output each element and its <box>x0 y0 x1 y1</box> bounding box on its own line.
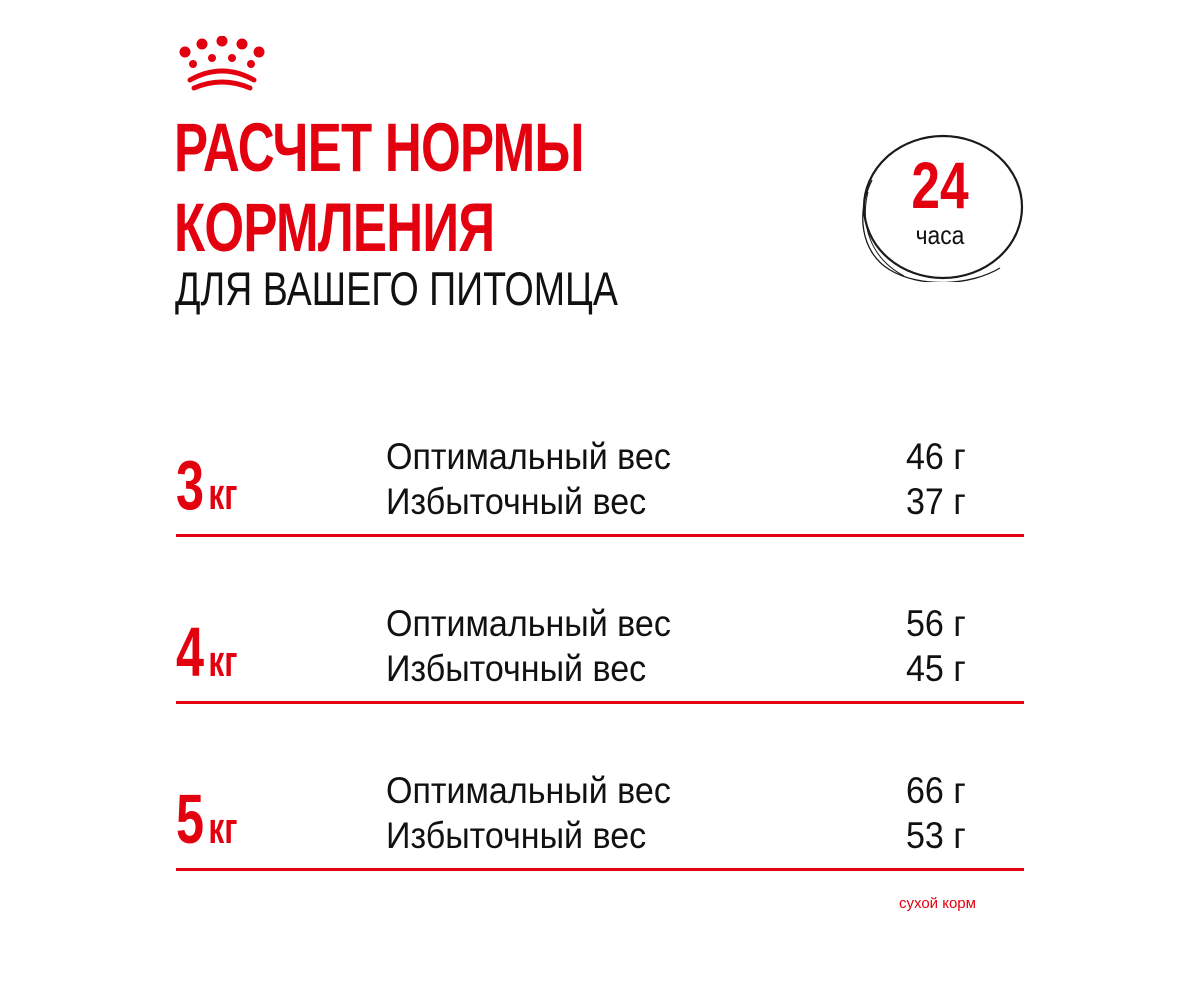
page-title-line-1: РАСЧЕТ НОРМЫ <box>174 109 584 186</box>
crown-icon <box>176 36 268 92</box>
page-title <box>174 108 584 268</box>
weight-group-4kg <box>176 602 1024 712</box>
overweight-label: Избыточный вес <box>386 648 647 689</box>
optimal-weight-label: Оптимальный вес <box>386 436 671 477</box>
weight-label <box>176 779 237 869</box>
divider <box>176 701 1024 704</box>
overweight-value: 45 г <box>906 648 966 689</box>
page-title-line-2: КОРМЛЕНИЯ <box>174 189 495 266</box>
optimal-weight-label: Оптимальный вес <box>386 770 671 811</box>
optimal-weight-label: Оптимальный вес <box>386 603 671 644</box>
weight-group-5kg <box>176 769 1024 879</box>
daily-badge <box>850 132 1030 282</box>
optimal-weight-value: 46 г <box>906 436 966 477</box>
page-subtitle: ДЛЯ ВАШЕГО ПИТОМЦА <box>175 262 618 315</box>
weight-unit: кг <box>208 637 238 686</box>
overweight-value: 37 г <box>906 481 966 522</box>
weight-unit: кг <box>208 470 238 519</box>
optimal-weight-value: 66 г <box>906 770 966 811</box>
badge-unit: часа <box>915 220 965 250</box>
weight-number: 5 <box>176 780 205 858</box>
overweight-label: Избыточный вес <box>386 481 647 522</box>
weight-label <box>176 612 237 702</box>
overweight-value: 53 г <box>906 815 966 856</box>
divider <box>176 868 1024 871</box>
weight-label <box>176 445 237 535</box>
badge-number: 24 <box>911 148 969 222</box>
weight-unit: кг <box>208 804 238 853</box>
divider <box>176 534 1024 537</box>
weight-number: 4 <box>176 613 205 691</box>
overweight-label: Избыточный вес <box>386 815 647 856</box>
weight-group-3kg <box>176 435 1024 545</box>
footnote: сухой корм <box>899 895 976 912</box>
optimal-weight-value: 56 г <box>906 603 966 644</box>
weight-number: 3 <box>176 446 205 524</box>
